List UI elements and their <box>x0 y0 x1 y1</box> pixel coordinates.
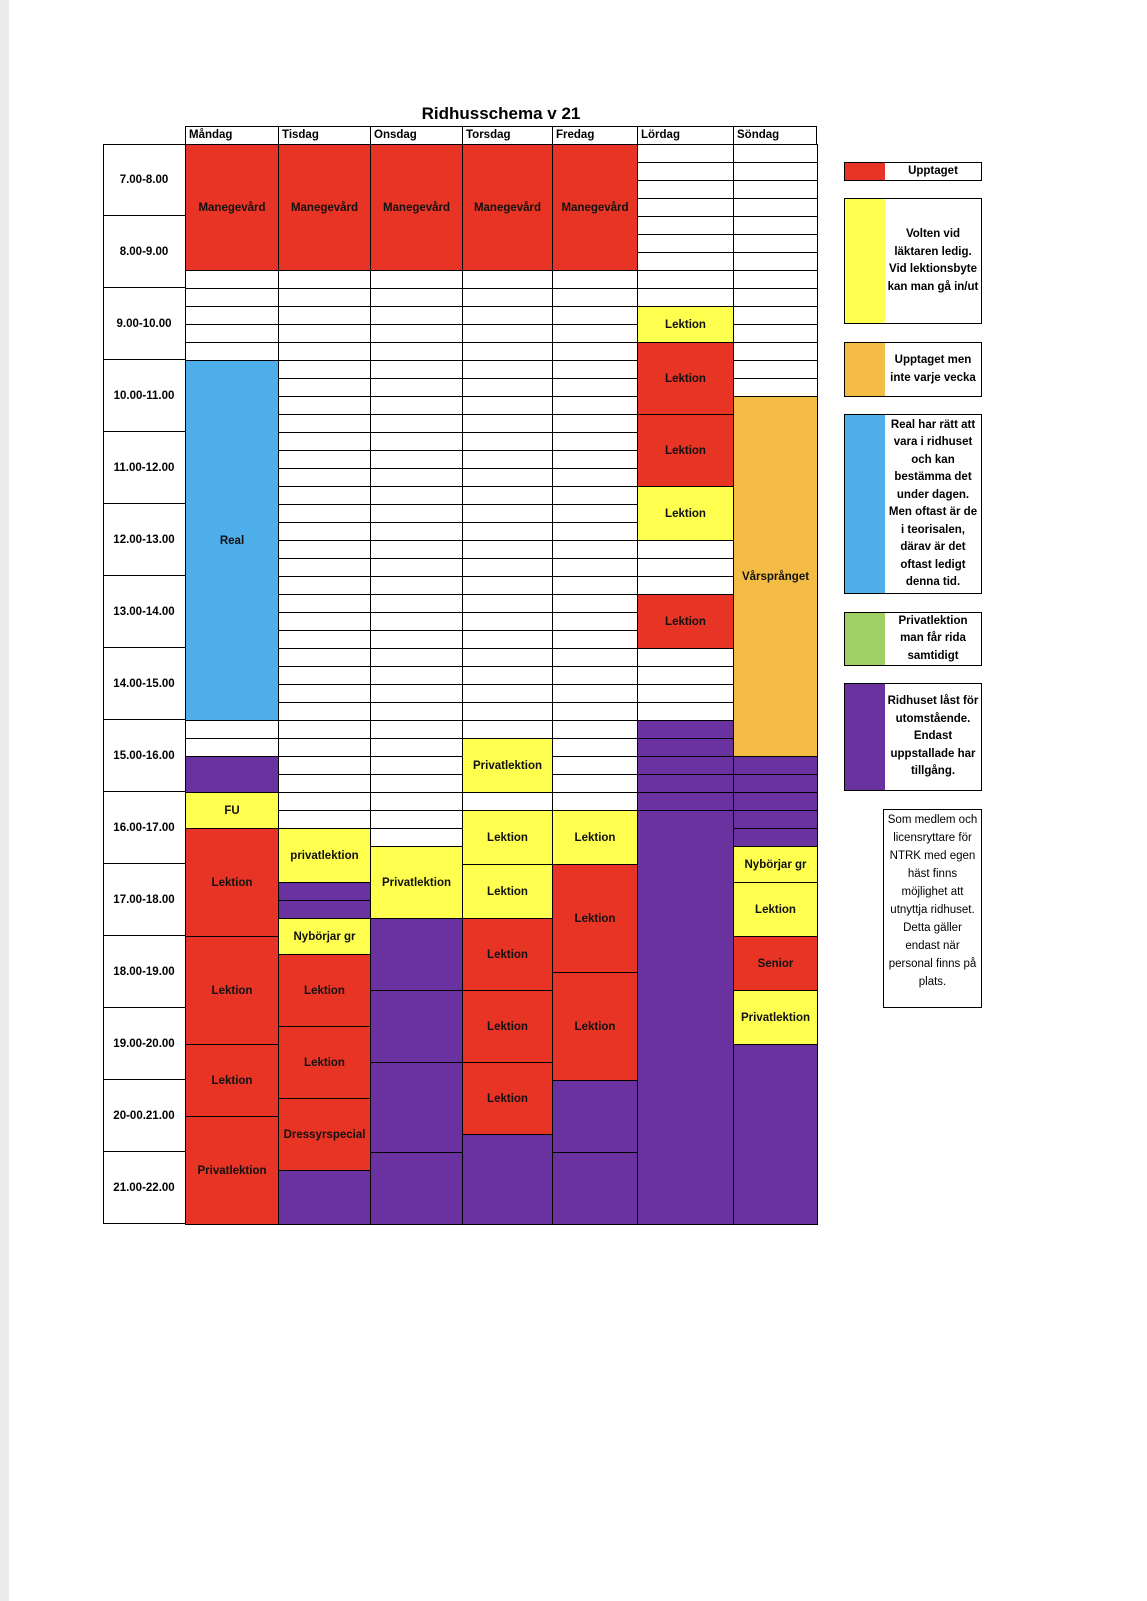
grid-cell <box>462 594 553 613</box>
grid-cell <box>733 252 818 271</box>
grid-cell <box>278 270 371 289</box>
grid-cell <box>370 558 463 577</box>
grid-cell <box>733 378 818 397</box>
grid-cell <box>733 216 818 235</box>
grid-cell <box>733 360 818 379</box>
legend-swatch <box>845 415 885 593</box>
grid-cell <box>462 360 553 379</box>
schedule-block <box>278 900 371 919</box>
grid-cell <box>552 306 638 325</box>
schedule-block <box>370 918 463 991</box>
block-label: Privatlektion <box>472 759 543 772</box>
schedule-block <box>462 1134 553 1225</box>
grid-cell <box>552 396 638 415</box>
grid-cell <box>278 558 371 577</box>
page-edge <box>0 0 9 1601</box>
grid-cell <box>278 594 371 613</box>
grid-cell <box>462 306 553 325</box>
grid-cell <box>462 666 553 685</box>
legend-swatch <box>845 343 885 396</box>
block-label: Lektion <box>487 1092 528 1105</box>
block-label: Manegevård <box>561 201 629 214</box>
block-label: Manegevård <box>473 201 542 214</box>
schedule-block <box>552 972 638 1081</box>
schedule-block <box>733 756 818 775</box>
grid-cell <box>278 522 371 541</box>
block-label: Senior <box>757 957 794 970</box>
grid-cell <box>552 342 638 361</box>
grid-cell <box>462 342 553 361</box>
schedule-block <box>185 144 279 271</box>
grid-cell <box>370 270 463 289</box>
block-label: Manegevård <box>382 201 451 214</box>
time-slot-label: 18.00-19.00 <box>103 936 185 1008</box>
grid-cell <box>370 360 463 379</box>
schedule-block <box>370 144 463 271</box>
block-label: Vårsprånget <box>741 570 810 583</box>
grid-cell <box>278 666 371 685</box>
schedule-block <box>462 144 553 271</box>
grid-cell <box>552 738 638 757</box>
grid-cell <box>185 306 279 325</box>
grid-cell <box>370 684 463 703</box>
grid-cell <box>278 684 371 703</box>
schedule-block <box>370 990 463 1063</box>
time-slot-label: 21.00-22.00 <box>113 1182 175 1194</box>
grid-cell <box>462 270 553 289</box>
grid-cell <box>370 486 463 505</box>
block-label: Lektion <box>665 615 706 628</box>
grid-cell <box>462 720 553 739</box>
grid-cell <box>552 468 638 487</box>
grid-cell <box>462 522 553 541</box>
grid-cell <box>370 306 463 325</box>
grid-cell <box>462 540 553 559</box>
schedule-block <box>733 1044 818 1225</box>
block-label: Manegevård <box>290 201 359 214</box>
legend-swatch <box>845 684 885 790</box>
schedule-block <box>462 1062 553 1135</box>
grid-cell <box>733 270 818 289</box>
day-header: Tisdag <box>278 126 370 144</box>
grid-cell <box>278 396 371 415</box>
grid-cell <box>370 342 463 361</box>
legend-item <box>844 342 982 397</box>
grid-cell <box>370 504 463 523</box>
grid-cell <box>552 774 638 793</box>
schedule-block <box>552 1080 638 1153</box>
grid-cell <box>552 666 638 685</box>
grid-cell <box>370 450 463 469</box>
grid-cell <box>637 252 734 271</box>
schedule-block <box>278 828 371 883</box>
schedule-block <box>278 954 371 1027</box>
grid-cell <box>637 198 734 217</box>
block-label: Lektion <box>211 984 253 997</box>
legend-text: Privatlektion man får rida samtidigt <box>898 614 968 662</box>
block-label: Lektion <box>304 984 345 997</box>
block-label: Lektion <box>487 1020 528 1033</box>
time-slot-label: 11.00-12.00 <box>103 432 185 504</box>
grid-cell <box>462 702 553 721</box>
block-label: Privatlektion <box>197 1164 267 1177</box>
grid-cell <box>552 702 638 721</box>
grid-cell <box>370 648 463 667</box>
grid-cell <box>278 342 371 361</box>
schedule-block <box>637 486 734 541</box>
block-label: Lektion <box>211 1074 253 1087</box>
grid-cell <box>552 720 638 739</box>
block-label: Lektion <box>487 831 528 844</box>
schedule-block <box>185 1116 279 1225</box>
time-slot-label: 19.00-20.00 <box>103 1008 185 1080</box>
grid-cell <box>552 792 638 811</box>
grid-cell <box>552 648 638 667</box>
grid-cell <box>185 324 279 343</box>
schedule-block <box>462 918 553 991</box>
grid-cell <box>552 594 638 613</box>
grid-cell <box>278 648 371 667</box>
grid-cell <box>278 630 371 649</box>
block-label: Manegevård <box>198 201 266 214</box>
grid-cell <box>278 612 371 631</box>
day-header: Onsdag <box>370 126 462 144</box>
grid-cell <box>733 306 818 325</box>
block-label: Lektion <box>574 1020 616 1033</box>
schedule-block <box>637 738 734 757</box>
grid-cell <box>637 180 734 199</box>
day-header: Fredag <box>552 126 637 144</box>
schedule-block <box>637 756 734 775</box>
time-slot-label: 10.00-11.00 <box>103 360 185 432</box>
schedule-block <box>278 882 371 901</box>
schedule-block <box>185 792 279 829</box>
grid-cell <box>733 234 818 253</box>
grid-cell <box>278 306 371 325</box>
grid-cell <box>462 432 553 451</box>
grid-cell <box>370 576 463 595</box>
grid-cell <box>552 630 638 649</box>
block-label: Lektion <box>487 885 528 898</box>
grid-cell <box>278 756 371 775</box>
schedule-block <box>733 774 818 793</box>
grid-cell <box>278 774 371 793</box>
grid-cell <box>370 738 463 757</box>
grid-cell <box>462 324 553 343</box>
grid-cell <box>462 792 553 811</box>
schedule-block <box>185 1044 279 1117</box>
schedule-block <box>733 936 818 991</box>
grid-cell <box>278 432 371 451</box>
time-slot-label: 12.00-13.00 <box>103 504 185 576</box>
schedule-block <box>185 936 279 1045</box>
legend-text: Upptaget men inte varje vecka <box>890 354 976 384</box>
day-header: Söndag <box>733 126 817 144</box>
grid-cell <box>462 558 553 577</box>
time-slot-label: 17.00-18.00 <box>103 864 185 936</box>
day-header: Torsdag <box>462 126 552 144</box>
grid-cell <box>637 684 734 703</box>
grid-cell <box>462 486 553 505</box>
time-slot-label: 15.00-16.00 <box>103 720 185 792</box>
schedule-block <box>733 792 818 811</box>
legend-item <box>844 683 982 791</box>
grid-cell <box>637 576 734 595</box>
block-label: Nybörjar gr <box>744 858 807 871</box>
block-label: Lektion <box>304 1056 345 1069</box>
grid-cell <box>370 612 463 631</box>
grid-cell <box>552 540 638 559</box>
grid-cell <box>185 288 279 307</box>
block-label: Privatlektion <box>740 1011 811 1024</box>
grid-cell <box>278 540 371 559</box>
schedule-block <box>185 360 279 721</box>
grid-cell <box>462 288 553 307</box>
block-label: Lektion <box>665 318 706 331</box>
schedule-block <box>637 414 734 487</box>
day-header: Lördag <box>637 126 733 144</box>
grid-cell <box>462 468 553 487</box>
grid-cell <box>733 162 818 181</box>
schedule-block <box>185 756 279 793</box>
grid-cell <box>278 504 371 523</box>
legend-swatch <box>845 163 885 180</box>
grid-cell <box>370 540 463 559</box>
schedule-block <box>733 990 818 1045</box>
grid-cell <box>278 468 371 487</box>
grid-cell <box>462 450 553 469</box>
grid-cell <box>370 630 463 649</box>
grid-cell <box>552 576 638 595</box>
grid-cell <box>278 792 371 811</box>
schedule-block <box>733 396 818 757</box>
grid-cell <box>552 378 638 397</box>
block-label: Lektion <box>487 948 528 961</box>
grid-cell <box>370 378 463 397</box>
schedule-block <box>278 1098 371 1171</box>
legend-swatch <box>845 613 885 665</box>
grid-cell <box>370 774 463 793</box>
grid-cell <box>552 450 638 469</box>
grid-cell <box>370 828 463 847</box>
time-slot-label: 7.00-8.00 <box>103 144 185 216</box>
schedule-block <box>278 1026 371 1099</box>
grid-cell <box>462 630 553 649</box>
legend-item <box>844 612 982 666</box>
schedule-block <box>637 810 734 1225</box>
grid-cell <box>637 234 734 253</box>
schedule-block <box>733 882 818 937</box>
grid-cell <box>462 648 553 667</box>
schedule-block <box>552 1152 638 1225</box>
grid-cell <box>370 792 463 811</box>
legend-item <box>844 198 982 324</box>
grid-cell <box>552 324 638 343</box>
grid-cell <box>370 702 463 721</box>
schedule-block <box>552 810 638 865</box>
block-label: Privatlektion <box>381 876 452 889</box>
schedule-title: Ridhusschema v 21 <box>421 104 581 123</box>
grid-cell <box>462 684 553 703</box>
grid-cell <box>637 702 734 721</box>
grid-cell <box>370 396 463 415</box>
day-header: Måndag <box>185 126 278 144</box>
grid-cell <box>185 342 279 361</box>
grid-cell <box>552 414 638 433</box>
legend-text: Upptaget <box>908 164 958 177</box>
schedule-block <box>552 864 638 973</box>
grid-cell <box>552 486 638 505</box>
grid-cell <box>370 522 463 541</box>
time-slot-label: 9.00-10.00 <box>103 288 185 360</box>
grid-cell <box>370 666 463 685</box>
schedule-block <box>637 720 734 739</box>
time-slot-label: 16.00-17.00 <box>103 792 185 864</box>
grid-cell <box>278 324 371 343</box>
grid-cell <box>552 558 638 577</box>
schedule-block <box>462 738 553 793</box>
grid-cell <box>637 558 734 577</box>
time-slot-label: 8.00-9.00 <box>103 216 185 288</box>
grid-cell <box>733 288 818 307</box>
grid-cell <box>733 324 818 343</box>
grid-cell <box>278 720 371 739</box>
schedule-block <box>733 810 818 829</box>
schedule-block <box>370 846 463 919</box>
grid-cell <box>370 414 463 433</box>
grid-cell <box>370 756 463 775</box>
schedule-block <box>462 810 553 865</box>
grid-cell <box>637 216 734 235</box>
grid-cell <box>462 414 553 433</box>
legend-text: Real har rätt att vara i ridhuset och kan bestämma det under dagen. Men oftast är de i teorisalen, därav är det oftast ledigt denna tid. <box>888 418 978 588</box>
grid-cell <box>462 612 553 631</box>
time-slot-label: 13.00-14.00 <box>103 576 185 648</box>
block-label: privatlektion <box>290 849 359 862</box>
grid-cell <box>278 450 371 469</box>
grid-cell <box>278 702 371 721</box>
grid-cell <box>552 288 638 307</box>
schedule-block <box>637 792 734 811</box>
grid-cell <box>278 486 371 505</box>
schedule-block <box>462 864 553 919</box>
schedule-block <box>278 918 371 955</box>
grid-cell <box>462 396 553 415</box>
grid-cell <box>552 522 638 541</box>
grid-cell <box>185 270 279 289</box>
grid-cell <box>278 378 371 397</box>
schedule-block <box>185 828 279 937</box>
grid-cell <box>552 504 638 523</box>
grid-cell <box>733 198 818 217</box>
grid-cell <box>552 270 638 289</box>
grid-cell <box>637 288 734 307</box>
schedule-block <box>637 774 734 793</box>
grid-cell <box>278 810 371 829</box>
schedule-block <box>733 828 818 847</box>
grid-cell <box>278 288 371 307</box>
legend-swatch <box>845 199 885 323</box>
legend-text: Ridhuset låst för utomstående. Endast uppstallade har tillgång. <box>887 695 979 778</box>
grid-cell <box>370 468 463 487</box>
schedule-block <box>637 594 734 649</box>
block-label: Lektion <box>211 876 253 889</box>
block-label: Dressyrspecial <box>283 1128 366 1141</box>
schedule-block <box>637 306 734 343</box>
grid-cell <box>637 540 734 559</box>
grid-cell <box>185 738 279 757</box>
grid-cell <box>370 810 463 829</box>
grid-cell <box>637 666 734 685</box>
block-label: Nybörjar gr <box>293 930 356 943</box>
grid-cell <box>370 720 463 739</box>
grid-cell <box>637 144 734 163</box>
grid-cell <box>552 612 638 631</box>
grid-cell <box>733 144 818 163</box>
grid-cell <box>278 576 371 595</box>
block-label: FU <box>224 804 240 817</box>
block-label: Lektion <box>665 372 706 385</box>
legend-item <box>844 162 982 181</box>
block-label: Lektion <box>574 831 616 844</box>
grid-cell <box>370 288 463 307</box>
grid-cell <box>552 756 638 775</box>
grid-cell <box>462 504 553 523</box>
block-label: Lektion <box>665 507 706 520</box>
grid-cell <box>278 360 371 379</box>
grid-cell <box>552 684 638 703</box>
grid-cell <box>370 324 463 343</box>
schedule-block <box>462 990 553 1063</box>
time-slot-label: 20-00.21.00 <box>103 1080 185 1152</box>
grid-cell <box>637 648 734 667</box>
schedule-block <box>637 342 734 415</box>
block-label: Lektion <box>665 444 706 457</box>
schedule-block <box>552 144 638 271</box>
schedule-block <box>278 1170 371 1225</box>
block-label: Lektion <box>574 912 616 925</box>
schedule-block <box>370 1062 463 1153</box>
grid-cell <box>462 576 553 595</box>
legend-item <box>844 414 982 594</box>
schedule-block <box>370 1152 463 1225</box>
grid-cell <box>637 270 734 289</box>
grid-cell <box>370 432 463 451</box>
grid-cell <box>462 378 553 397</box>
schedule-block <box>733 846 818 883</box>
grid-cell <box>278 738 371 757</box>
grid-cell <box>278 414 371 433</box>
grid-cell <box>185 720 279 739</box>
grid-cell <box>637 162 734 181</box>
grid-cell <box>733 342 818 361</box>
time-slot-label: 14.00-15.00 <box>103 648 185 720</box>
grid-cell <box>552 432 638 451</box>
schedule-block <box>278 144 371 271</box>
grid-cell <box>552 360 638 379</box>
legend-text: Volten vid läktaren ledig. Vid lektionsbyte kan man gå in/ut <box>887 228 979 293</box>
block-label: Lektion <box>755 903 796 916</box>
membership-note: Som medlem och licensryttare för NTRK med egen häst finns möjlighet att utnyttja ridhuset. Detta gäller endast när personal finns på plats. <box>883 809 982 1008</box>
block-label: Real <box>219 534 245 547</box>
grid-cell <box>370 594 463 613</box>
grid-cell <box>733 180 818 199</box>
